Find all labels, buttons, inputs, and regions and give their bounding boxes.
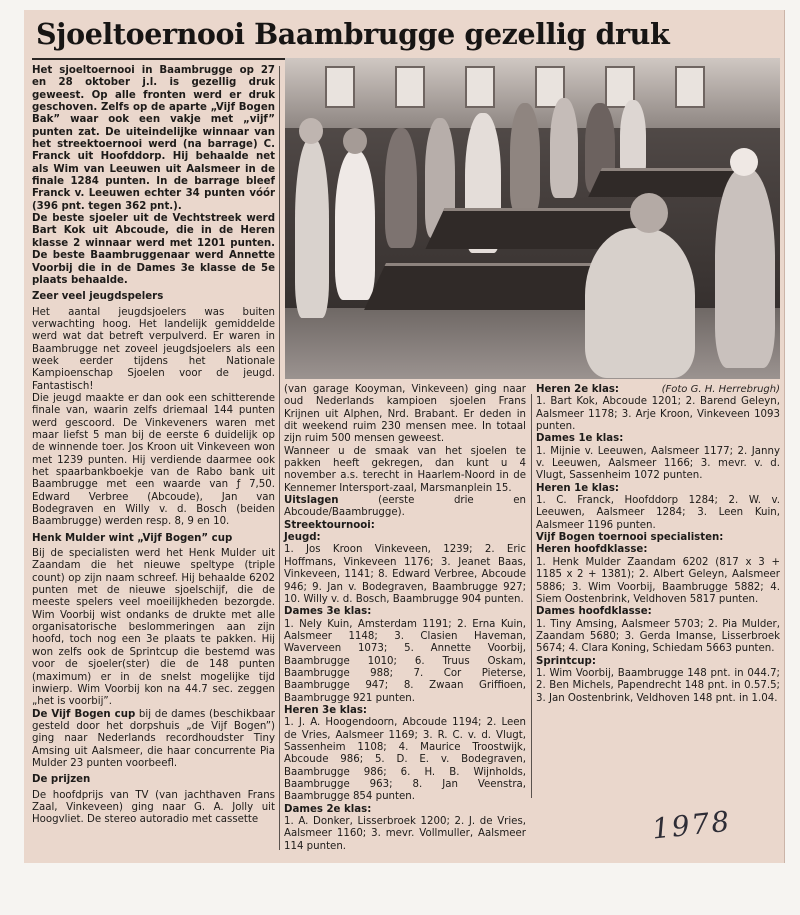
photo-figure [550,98,578,198]
photo-figure-head [343,128,367,154]
handwritten-year: 1978 [650,804,733,846]
results-category: Jeugd: [284,532,321,544]
results-category: Heren hoofdklasse: [536,544,648,556]
results-category: Sprintcup: [536,655,596,667]
results-category: Dames hoofdklasse: [536,606,652,618]
paragraph: Bij de specialisten werd het Henk Mulder uit Zaandam die het nieuwe speltype (triple count) op zijn naam schreef. Hij behaalde 6202 punten met de nieuwe sjoelschijf, die de meeste spelers veel moeilijkheden bezorgde. Wim Voorbij wist ondanks de drukte met alle organisatorische beslommeringen aan zijn hoofd, toch nog een 3e plaats te pakken. Hij won zelfs ook de Sprintcup die bestemd was voor de sjoeler(ster) die de 148 punten (maximum) er in de snelst mogelijke tijd inwierp. Wim Voorbij kon na 44.7 sec. zeggen „het is voorbij”. [32,548,275,708]
results-category: Heren 3e klas: [284,704,367,716]
paragraph: 1. Henk Mulder Zaandam 6202 (817 x 3 + 1185 x 2 + 1381); 2. Albert Geleyn, Aalsmeer 5886; 3. Wim Voorbij, Baambrugge 5882; 4. Siem Oostenbrink, Veldhoven 5817 punten. [536,556,780,605]
article-column-3 [536,384,780,705]
paragraph [32,709,275,771]
paragraph: 1. Wim Voorbij, Baambrugge 148 pnt. in 044.7; 2. Ben Michels, Papendrecht 148 pnt. in 0.57.5; 3. Jan Oostenbrink, Veldhoven 148 pnt. in 1.04. [536,667,780,704]
results-category: Dames 3e klas: [284,606,372,618]
paragraph-body: bij de dames (beschikbaar gesteld door het dorpshuis „de Vijf Bogen”) ging naar Nederlands recordhoudster Tiny Amsing uit Aalsmeer, die haar concurrente Pia Mulder 23 punten voorbeefl. [32,708,275,769]
paragraph: Het aantal jeugdsjoelers was buiten verwachting hoog. Het landelijk gemiddelde werd wat dat betreft verpulverd. Er waren in Baambrugge net zoveel jeugdsjoelers als een week eerder tijdens het Nationale Kampioenschap Sjoelen voor de jeugd. Fantastisch! [32,306,275,392]
paragraph: 1. Tiny Amsing, Aalsmeer 5703; 2. Pia Mulder, Zaandam 5680; 3. Gerda Imanse, Lisserbroek 5674; 4. Clara Koning, Schiedam 5663 punten. [536,618,780,655]
column-divider [279,66,280,850]
paragraph: Die jeugd maakte er dan ook een schitterende finale van, waarin zelfs driemaal 144 punten werd gescoord. De Vinkeveners waren met maar liefst 5 man bij de eerste 6 duidelijk op de winnende toer. Jos Kroon uit Vinkeveen won met 1239 punten. Hij verdiende daarmee ook het spaarbankboekje van de Rabo bank uit Baambrugge met een waarde van ƒ 7,50. Edward Verbree (Abcoude), Jan van Bodegraven en Willy v. d. Bosch (beiden Baambrugge) werden resp. 8, 9 en 10. [32,392,275,528]
paragraph: (van garage Kooyman, Vinkeveen) ging naar oud Nederlands kampioen sjoelen Frans Krijnen uit Alphen, Nrd. Brabant. Er deden in dit weekend ruim 230 mensen mee. In totaal zijn ruim 500 mensen geweest. [284,384,526,445]
article-column-2 [284,384,526,853]
paragraph-body: (eerste drie en Abcoude/Baambrugge). [284,495,526,519]
paragraph: 1. A. Donker, Lisserbroek 1200; 2. J. de Vries, Aalsmeer 1160; 3. mevr. Vollmuller, Aalsmeer 114 punten. [284,816,526,852]
paragraph: 1. C. Franck, Hoofddorp 1284; 2. W. v. Leeuwen, Aalsmeer 1284; 3. Leen Kuin, Aalsmeer 1196 punten. [536,495,780,531]
article-column-1 [32,65,275,827]
photo-window [325,66,355,108]
paragraph: 1. Jos Kroon Vinkeveen, 1239; 2. Eric Hoffmans, Vinkeveen 1176; 3. Jeanet Baas, Vinkeveen, 1141; 8. Edward Verbree, Abcoude 946; 9. Jan v. Bodegraven, Baambrugge 927; 10. Willy v. d. Bosch, Baambrugge 904 punten. [284,544,526,605]
column-divider [531,394,532,798]
results-category: Dames 1e klas: [536,433,624,445]
paragraph: 1. Mijnie v. Leeuwen, Aalsmeer 1177; 2. Janny v. Leeuwen, Aalsmeer 1166; 3. mevr. v. d. Vlugt, Sassenheim 1072 punten. [536,445,780,482]
results-category: Streektournooi: [284,519,375,531]
results-category: Heren 2e klas: [536,384,619,395]
paragraph: Het sjoeltoernooi in Baambrugge op 27 en 28 oktober j.l. is gezellig druk geweest. Op alle fronten werd er druk geschoven. Zelfs op de aparte „Vijf Bogen Bak” waar ook een vakje met „vijf” punten zat. De uiteindelijke winnaar van het streektoernooi werd (na barrage) C. Franck uit Hoofddorp. Hij behaalde net als Wim van Leeuwen uit Aalsmeer in de finale 1284 punten. In de barrage bleef Franck v. Leeuwen echter 34 punten vóór (396 pnt. tegen 362 pnt.). [32,65,275,212]
photo-figure-head [630,193,668,233]
paragraph: 1. Nely Kuin, Amsterdam 1191; 2. Erna Kuin, Aalsmeer 1148; 3. Clasien Haveman, Waverveen 1073; 5. Annette Voorbij, Baambrugge 1010; 6. Truus Oskam, Baambrugge 988; 7. Cor Pieterse, Baambrugge 947; 8. Zwaan Griffioen, Baambrugge 921 punten. [284,618,526,704]
results-category: Heren 1e klas: [536,482,619,494]
paragraph: De beste sjoeler uit de Vechtstreek werd Bart Kok uit Abcoude, die in de Heren klasse 2 winnaar werd met 1201 punten. De beste Baambruggenaar werd Annette Voorbij die in de Dames 3e klasse de 5e plaats behaalde. [32,213,275,286]
photo-floor [285,308,780,379]
photo-caption: (Foto G. H. Herrebrugh) [661,384,780,395]
photo-window [465,66,495,108]
paragraph: De hoofdprijs van TV (van jachthaven Frans Zaal, Vinkeveen) ging naar G. A. Jolly uit Hoogvliet. De stereo autoradio met cassette [32,789,275,826]
section-heading: Zeer veel jeugdspelers [32,291,164,303]
photo-figure [510,103,540,213]
photo-window [395,66,425,108]
paragraph: 1. Bart Kok, Abcoude 1201; 2. Barend Geleyn, Aalsmeer 1178; 3. Arje Kroon, Vinkeveen 1093 punten. [536,396,780,433]
photo-figure-head [299,118,323,144]
photo-figure [585,228,695,378]
photo-window [675,66,705,108]
section-heading: Henk Mulder wint „Vijf Bogen” cup [32,532,233,544]
photo-figure [295,138,329,318]
photo-figure [715,168,775,368]
paragraph: Wanneer u de smaak van het sjoelen te pakken heeft gekregen, dan kunt u 4 november a.s. terecht in Haarlem-Noord in de Kennemer Intersport-zaal, Marsmanplein 15. [284,445,526,494]
photo-figure [385,128,417,248]
paragraph-lead: Uitslagen [284,495,339,507]
photo-figure [335,150,375,300]
paragraph [284,495,526,520]
newspaper-clipping [24,10,785,863]
section-heading: De prijzen [32,774,91,786]
paragraph-lead: De Vijf Bogen cup [32,708,136,720]
tournament-photo [285,58,780,379]
headline: Sjoeltoernooi Baambrugge gezellig druk [36,17,670,51]
photo-figure-head [730,148,758,176]
results-category: Vijf Bogen toernooi specialisten: [536,532,724,544]
paragraph: 1. J. A. Hoogendoorn, Abcoude 1194; 2. Leen de Vries, Aalsmeer 1169; 3. R. C. v. d. Vlugt, Sassenheim 1108; 4. Maurice Troostwijk, Abcoude 986; 5. D. E. v. Bodegraven, Baambrugge 986; 6. H. B. Wijnholds, Baambrugge 963; 8. Jan Veenstra, Baambrugge 854 punten. [284,717,526,803]
results-category: Dames 2e klas: [284,803,372,815]
